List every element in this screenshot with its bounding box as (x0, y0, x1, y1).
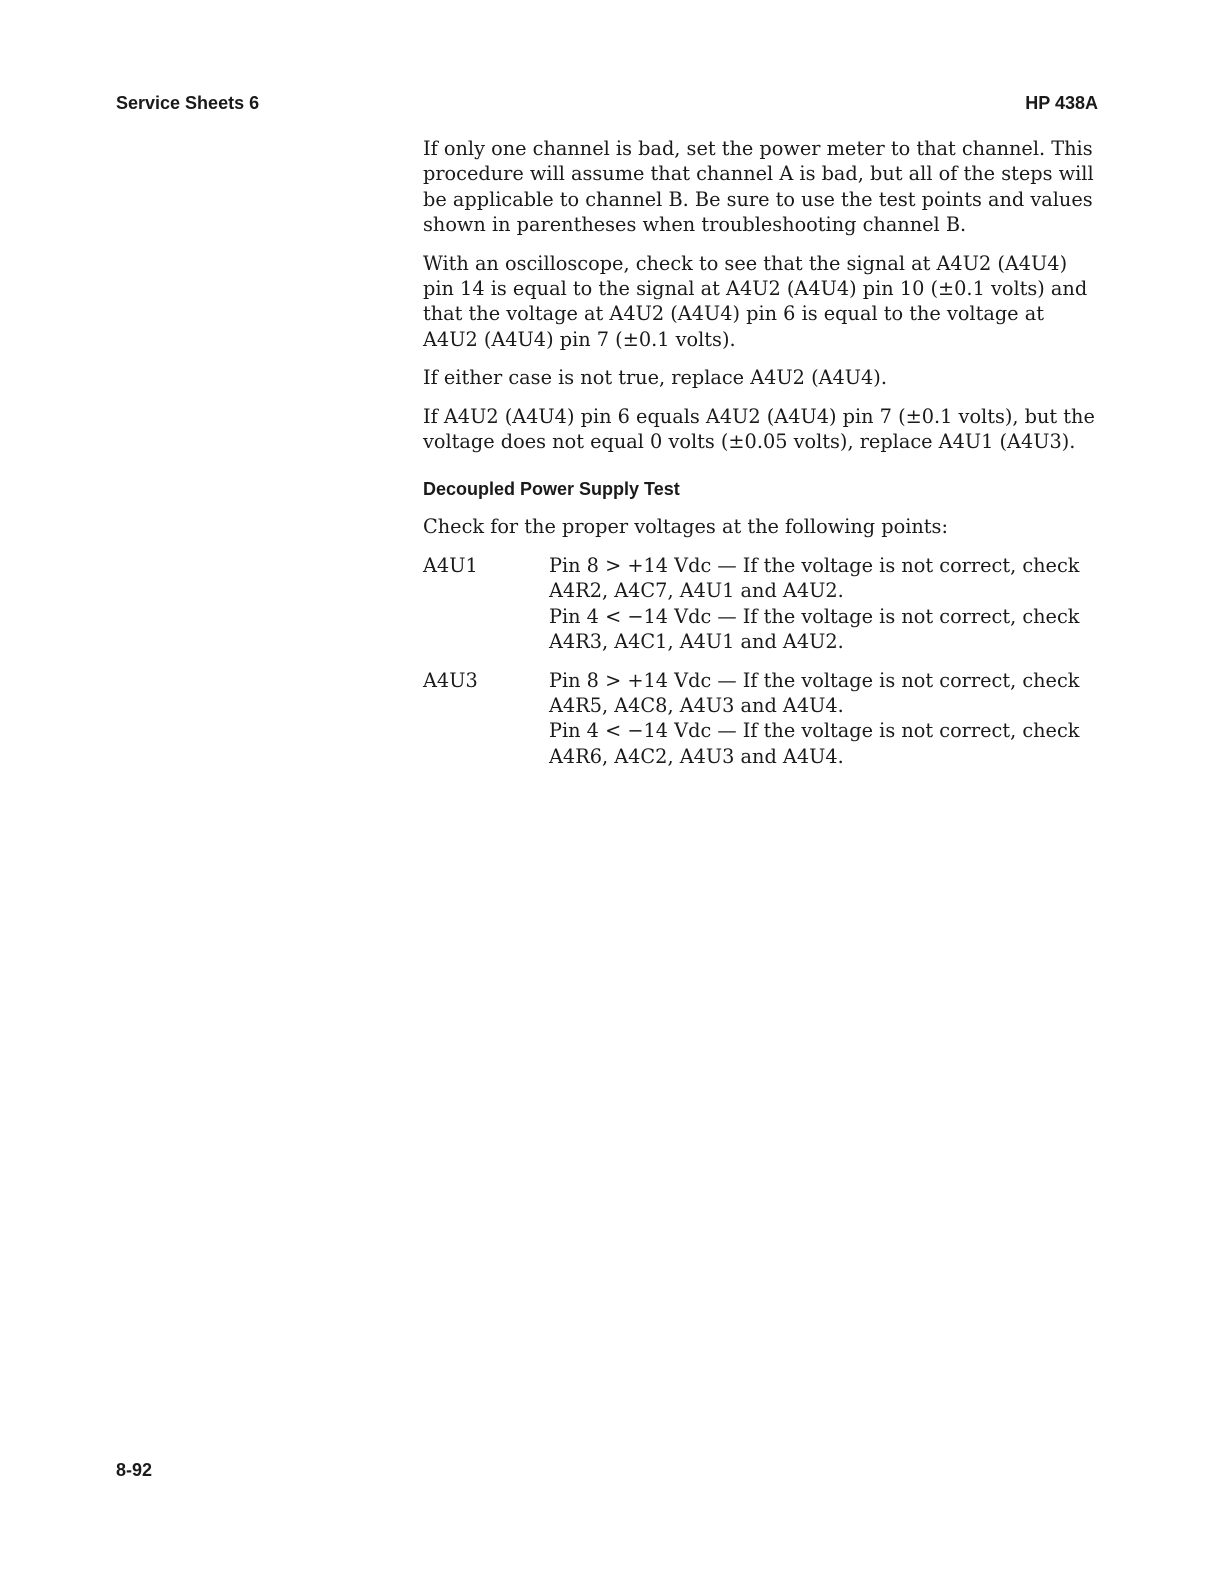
check-line-negative: Pin 4 < −14 Vdc — If the voltage is not correct, check A4R3, A4C1, A4U1 and A4U2. (549, 604, 1080, 654)
check-line-positive: Pin 8 > +14 Vdc — If the voltage is not correct, check A4R5, A4C8, A4U3 and A4U4. (549, 668, 1080, 717)
check-item-a4u3 (423, 668, 1099, 770)
page-number: 8-92 (116, 1460, 153, 1480)
paragraph-replace-u2: If either case is not true, replace A4U2 (A4U4). (423, 366, 887, 390)
paragraph-oscilloscope-check: With an oscilloscope, check to see that the signal at A4U2 (A4U4) pin 14 is equal to the signal at A4U2 (A4U4) pin 10 (±0.1 volts) and that the voltage at A4U2 (A4U4) pin 6 is equal to the voltage at A4U2 (A4U4) pin 7 (±0.1 volts). (423, 251, 1088, 351)
section-heading: Decoupled Power Supply Test (423, 479, 680, 500)
check-line-negative: Pin 4 < −14 Vdc — If the voltage is not correct, check A4R6, A4C2, A4U3 and A4U4. (549, 719, 1080, 768)
section-intro: Check for the proper voltages at the following points: (423, 515, 948, 539)
check-label: A4U3 (423, 668, 478, 692)
running-header-model: HP 438A (1025, 93, 1098, 113)
check-body (549, 668, 1099, 770)
check-label: A4U1 (423, 553, 478, 577)
check-body (549, 553, 1099, 655)
paragraph-replace-u1: If A4U2 (A4U4) pin 6 equals A4U2 (A4U4) pin 7 (±0.1 volts), but the voltage does not equal 0 volts (±0.05 volts), replace A4U1 (A4U3). (423, 404, 1095, 454)
check-item-a4u1 (423, 553, 1099, 655)
check-line-positive: Pin 8 > +14 Vdc — If the voltage is not correct, check A4R2, A4C7, A4U1 and A4U2. (549, 553, 1080, 603)
body-text (423, 136, 1099, 782)
running-header-section: Service Sheets 6 (116, 93, 260, 113)
paragraph-channel-procedure: If only one channel is bad, set the power meter to that channel. This procedure will assume that channel A is bad, but all of the steps will be applicable to channel B. Be sure to use the test points and values shown in parentheses when troubleshooting channel B. (423, 137, 1094, 237)
